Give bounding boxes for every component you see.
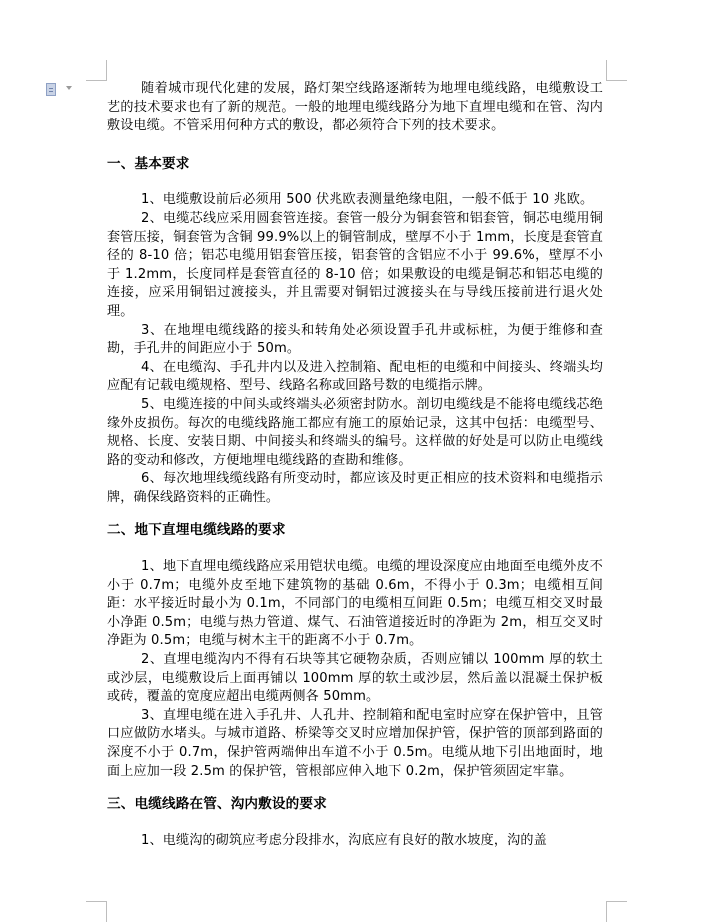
list-item: 2、直埋电缆沟内不得有石块等其它硬物杂质，否则应铺以 100mm 厚的软土或沙层，电缆敷设后上面再铺以 100mm 厚的软土或沙层，然后盖以混凝土保护板或砖，覆盖的宽度应超出电缆两侧各 50mm。 — [107, 652, 603, 705]
list-item: 4、在电缆沟、手孔井内以及进入控制箱、配电柜的电缆和中间接头、终端头均应配有记载电缆规格、型号、线路名称或回路号数的电缆指示牌。 — [107, 359, 603, 394]
section-heading: 二、地下直埋电缆线路的要求 — [107, 522, 286, 539]
section-heading: 一、基本要求 — [107, 155, 190, 172]
document-icon[interactable] — [46, 82, 57, 96]
section-heading: 三、电缆线路在管、沟内敷设的要求 — [107, 796, 327, 813]
list-item: 1、电缆敷设前后必须用 500 伏兆欧表测量绝缘电阻，一般不低于 10 兆欧。 — [141, 192, 594, 208]
list-item: 2、电缆芯线应采用圆套管连接。套管一般分为铜套管和铝套管，铜芯电缆用铜套管压接，铜套管为含铜 99.9%以上的铜管制成，壁厚不小于 1mm，长度是套管直径的 8-10 倍；铝芯电缆用铝套管压接，铝套管的含铝应不小于 99.6%，壁厚不小于 1.2mm，长度同样是套管直径的 8-10 倍；如果敷设的电缆是铜芯和铝芯电缆的连接，应采用铜铝过渡接头，并且需要对铜铝过渡接头在与导线压接前进行退火处理。 — [107, 210, 603, 319]
crop-mark-top-left — [86, 60, 107, 81]
list-item: 3、在地埋电缆线路的接头和转角处必须设置手孔井或标桩，为便于维修和查勘，手孔井的间距应小于 50m。 — [107, 322, 603, 357]
crop-mark-bottom-right — [606, 901, 627, 922]
crop-mark-bottom-left — [86, 901, 107, 922]
list-item: 6、每次地埋线缆线路有所变动时，都应该及时更正相应的技术资料和电缆指示牌，确保线路资料的正确性。 — [107, 471, 603, 505]
document-body — [107, 80, 603, 850]
list-item: 1、电缆沟的砌筑应考虑分段排水，沟底应有良好的散水坡度，沟的盖 — [141, 832, 547, 848]
document-sheet-icon — [46, 83, 56, 96]
intro-paragraph: 随着城市现代化建的发展，路灯架空线路逐渐转为地埋电缆线路，电缆敷设工艺的技术要求也有了新的规范。一般的地埋电缆线路分为地下直埋电缆和在管、沟内敷设电缆。不管采用何种方式的敷设，都必须符合下列的技术要求。 — [107, 81, 603, 134]
crop-mark-top-right — [606, 60, 627, 81]
chevron-down-icon[interactable] — [66, 86, 72, 90]
list-item: 1、地下直埋电缆线路应采用铠状电缆。电缆的埋设深度应由地面至电缆外皮不小于 0.7m；电缆外皮至地下建筑物的基础 0.6m，不得小于 0.3m；电缆相互间距：水平接近时最小为 0.1m，不同部门的电缆相互间距 0.5m；电缆互相交叉时最小净距 0.5m；电缆与热力管道、煤气、石油管道接近时的净距为 2m，相互交叉时净距为 0.5m；电缆与树木主干的距离不小于 0.7m。 — [107, 559, 603, 649]
list-item: 3、直埋电缆在进入手孔井、人孔井、控制箱和配电室时应穿在保护管中，且管口应做防水堵头。与城市道路、桥梁等交叉时应增加保护管，保护管的顶部到路面的深度不小于 0.7m，保护管两端伸出车道不小于 0.5m。电缆从地下引出地面时，地面上应加一段 2.5m 的保护管，管根部应伸入地下 0.2m，保护管须固定牢靠。 — [107, 707, 603, 779]
list-item: 5、电缆连接的中间头或终端头必须密封防水。剖切电缆线是不能将电缆线芯绝缘外皮损伤。每次的电缆线路施工都应有施工的原始记录，这其中包括：电缆型号、规格、长度、安装日期、中间接头和终端头的编号。这样做的好处是可以防止电缆线路的变动和修改，方便地埋电缆线路的查勘和维修。 — [107, 396, 603, 468]
